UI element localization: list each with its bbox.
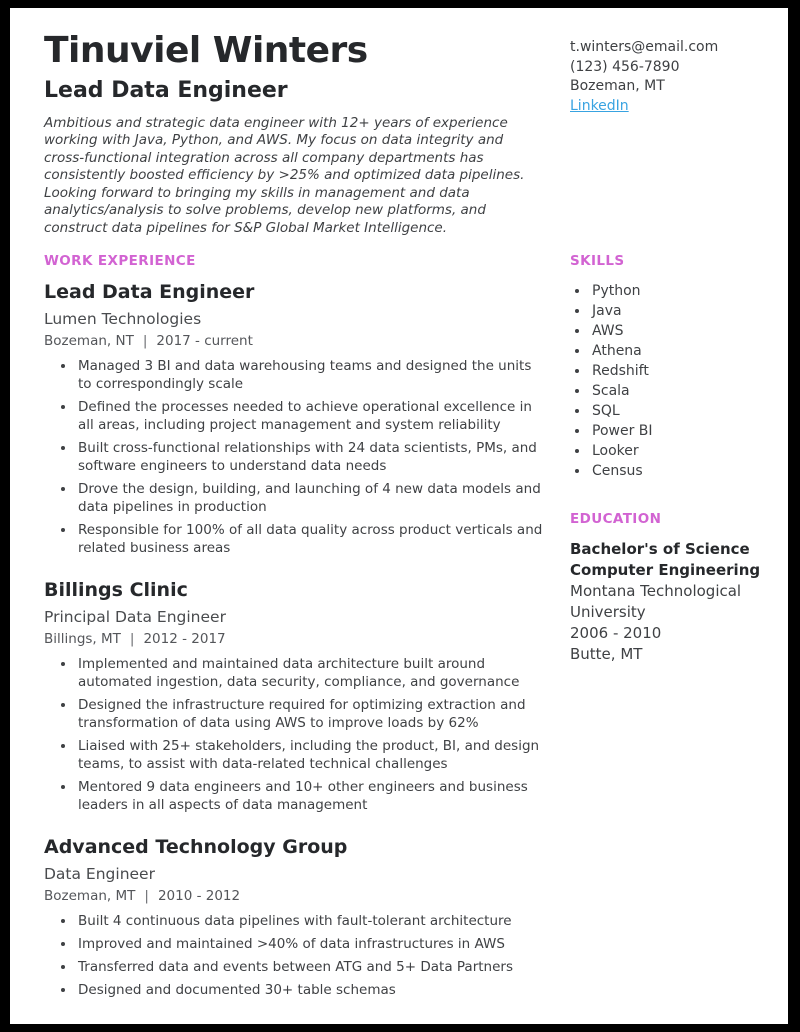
job-location: Bozeman, NT (44, 333, 134, 350)
skill-item: • Power BI (590, 421, 766, 441)
job-bullet-list (44, 912, 546, 999)
job-bullet: • Drove the design, building, and launching of 4 new data models and data pipelines in production (76, 480, 546, 516)
skill-item: • Looker (590, 441, 766, 461)
contact-phone: (123) 456-7890 (570, 58, 680, 75)
job-meta (44, 333, 546, 350)
job-bullet: • Mentored 9 data engineers and 10+ other engineers and business leaders in all aspects of data management (76, 778, 546, 814)
meta-separator: | (144, 888, 149, 905)
job-bullet: • Designed the infrastructure required for optimizing extraction and transformation of data using AWS to improve loads by 62% (76, 696, 546, 732)
sidebar-column (570, 253, 766, 1021)
job-bullet: • Implemented and maintained data architecture built around automated ingestion, data security, compliance, and governance (76, 655, 546, 691)
education-school-line: Montana Technological (570, 582, 742, 601)
job-subheading: Lumen Technologies (44, 310, 202, 329)
job-bullet: • Improved and maintained >40% of data infrastructures in AWS (76, 935, 546, 953)
education-section (570, 511, 766, 665)
job-bullet: • Built cross-functional relationships with 24 data scientists, PMs, and software engineers to understand data needs (76, 439, 546, 475)
job-location: Billings, MT (44, 631, 121, 648)
skill-item: • Java (590, 301, 766, 321)
work-experience-section (44, 253, 546, 1021)
skill-item: • Scala (590, 381, 766, 401)
job-bullet: • Designed and documented 30+ table schemas (76, 981, 546, 999)
skills-section (570, 253, 766, 481)
skills-title: SKILLS (570, 253, 625, 270)
job-dates: 2012 - 2017 (143, 631, 226, 648)
education-school-line: University (570, 603, 646, 622)
job-heading: Billings Clinic (44, 579, 188, 602)
job-bullet: • Defined the processes needed to achieve operational excellence in all areas, including project management and system reliability (76, 398, 546, 434)
job-dates: 2017 - current (156, 333, 253, 350)
contact-email: t.winters@email.com (570, 39, 719, 55)
work-experience-title: WORK EXPERIENCE (44, 253, 196, 270)
header-row (44, 30, 766, 237)
job-meta (44, 631, 546, 648)
skill-item: • Athena (590, 341, 766, 361)
job-entry (44, 836, 546, 999)
job-bullet-list (44, 357, 546, 557)
job-dates: 2010 - 2012 (157, 888, 241, 905)
education-degree-line: Bachelor's of Science (570, 540, 750, 559)
skill-item: • Python (590, 281, 766, 301)
job-heading: Advanced Technology Group (44, 836, 348, 859)
person-name: Tinuviel Winters (44, 30, 368, 71)
job-bullet: • Liaised with 25+ stakeholders, including the product, BI, and design teams, to assist with data-related technical challenges (76, 737, 546, 773)
education-dates: 2006 - 2010 (570, 624, 662, 643)
skill-item: • AWS (590, 321, 766, 341)
contact-linkedin-row (570, 97, 766, 117)
job-subheading: Principal Data Engineer (44, 608, 226, 627)
job-bullet: • Built 4 continuous data pipelines with fault-tolerant architecture (76, 912, 546, 930)
linkedin-link[interactable]: LinkedIn (570, 97, 629, 114)
job-bullet-list (44, 655, 546, 814)
job-entry (44, 281, 546, 557)
skill-item: • Redshift (590, 361, 766, 381)
skill-item: • SQL (590, 401, 766, 421)
skills-list (570, 281, 766, 481)
resume-page (10, 8, 788, 1024)
education-location: Butte, MT (570, 645, 643, 664)
job-location: Bozeman, MT (44, 888, 136, 905)
job-bullet: • Managed 3 BI and data warehousing teams and designed the units to correspondingly scale (76, 357, 546, 393)
job-meta (44, 888, 546, 905)
main-row (44, 253, 766, 1021)
education-title: EDUCATION (570, 511, 662, 528)
education-degree-line: Computer Engineering (570, 561, 761, 580)
meta-separator: | (129, 631, 135, 648)
skill-item: • Census (590, 461, 766, 481)
job-entry (44, 579, 546, 814)
job-bullet: • Transferred data and events between ATG and 5+ Data Partners (76, 958, 546, 976)
header-identity (44, 30, 546, 237)
person-title: Lead Data Engineer (44, 78, 288, 104)
job-subheading: Data Engineer (44, 865, 155, 884)
summary-paragraph: Ambitious and strategic data engineer with 12+ years of experience working with Java, Python, and AWS. My focus on data integrity and cross-functional integration across all company departments has consistently boosted efficiency by >25% and optimized data pipelines. Looking forward to bringing my skills in management and data analytics/analysis to solve problems, develop new platforms, and construct data pipelines for S&P Global Market Intelligence. (44, 114, 525, 236)
meta-separator: | (142, 333, 148, 350)
contact-location: Bozeman, MT (570, 78, 665, 94)
job-heading: Lead Data Engineer (44, 281, 255, 304)
job-bullet: • Responsible for 100% of all data quality across product verticals and related business areas (76, 521, 546, 557)
contact-block (570, 30, 766, 237)
